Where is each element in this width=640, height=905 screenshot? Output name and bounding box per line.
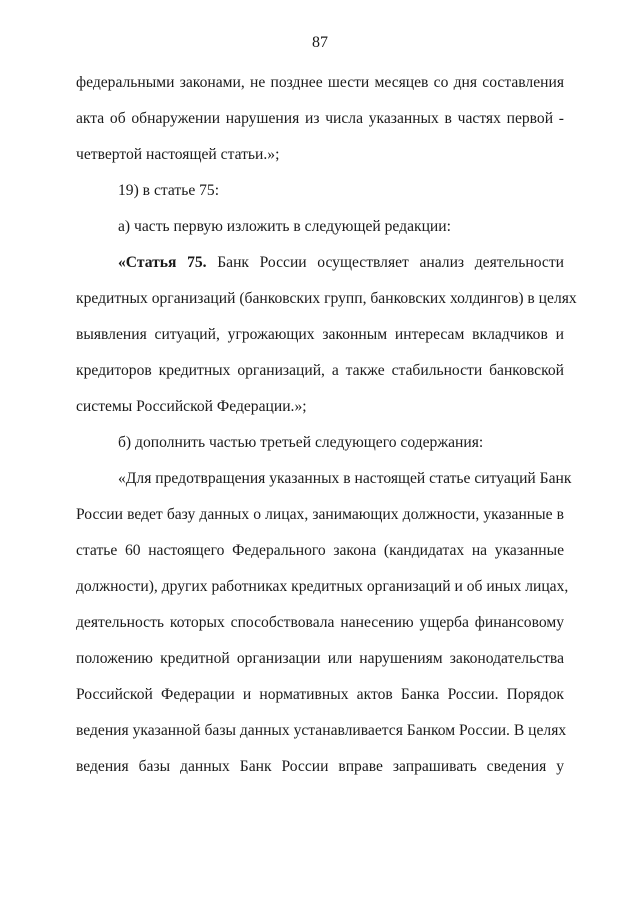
text-line: четвертой настоящей статьи.»; [76,146,280,163]
text-line: «Для предотвращения указанных в настоящей статье ситуаций Банк [118,470,572,487]
text-line: выявления ситуаций, угрожающих законным интересам вкладчиков и [76,326,564,343]
text-line: положению кредитной организации или нарушениям законодательства [76,650,564,667]
page-number: 87 [312,34,328,51]
text-line: статье 60 настоящего Федерального закона (кандидатах на указанные [76,542,564,559]
text-fragment: Банк России осуществляет анализ деятельности [217,254,564,271]
text-line: б) дополнить частью третьей следующего содержания: [118,434,484,451]
text-line: ведения указанной базы данных устанавливается Банком России. В целях [76,722,567,739]
text-line: 19) в статье 75: [118,182,220,199]
text-line: деятельность которых способствовала нанесению ущерба финансовому [76,614,564,631]
text-line: а) часть первую изложить в следующей редакции: [118,218,451,235]
text-line: системы Российской Федерации.»; [76,398,307,415]
article-heading: «Статья 75. [118,254,207,271]
text-line: кредитных организаций (банковских групп, банковских холдингов) в целях [76,290,577,307]
text-line: должности), других работниках кредитных организаций и об иных лицах, [76,578,569,595]
text-line: федеральными законами, не позднее шести месяцев со дня составления [76,74,564,91]
text-line: ведения базы данных Банк России вправе запрашивать сведения у [76,758,564,775]
text-line: кредиторов кредитных организаций, а также стабильности банковской [76,362,564,379]
text-line: акта об обнаружении нарушения из числа указанных в частях первой - [76,110,564,127]
text-line: России ведет базу данных о лицах, занимающих должности, указанные в [76,506,564,523]
article-heading-line [118,253,564,273]
text-line: Российской Федерации и нормативных актов Банка России. Порядок [76,686,564,703]
